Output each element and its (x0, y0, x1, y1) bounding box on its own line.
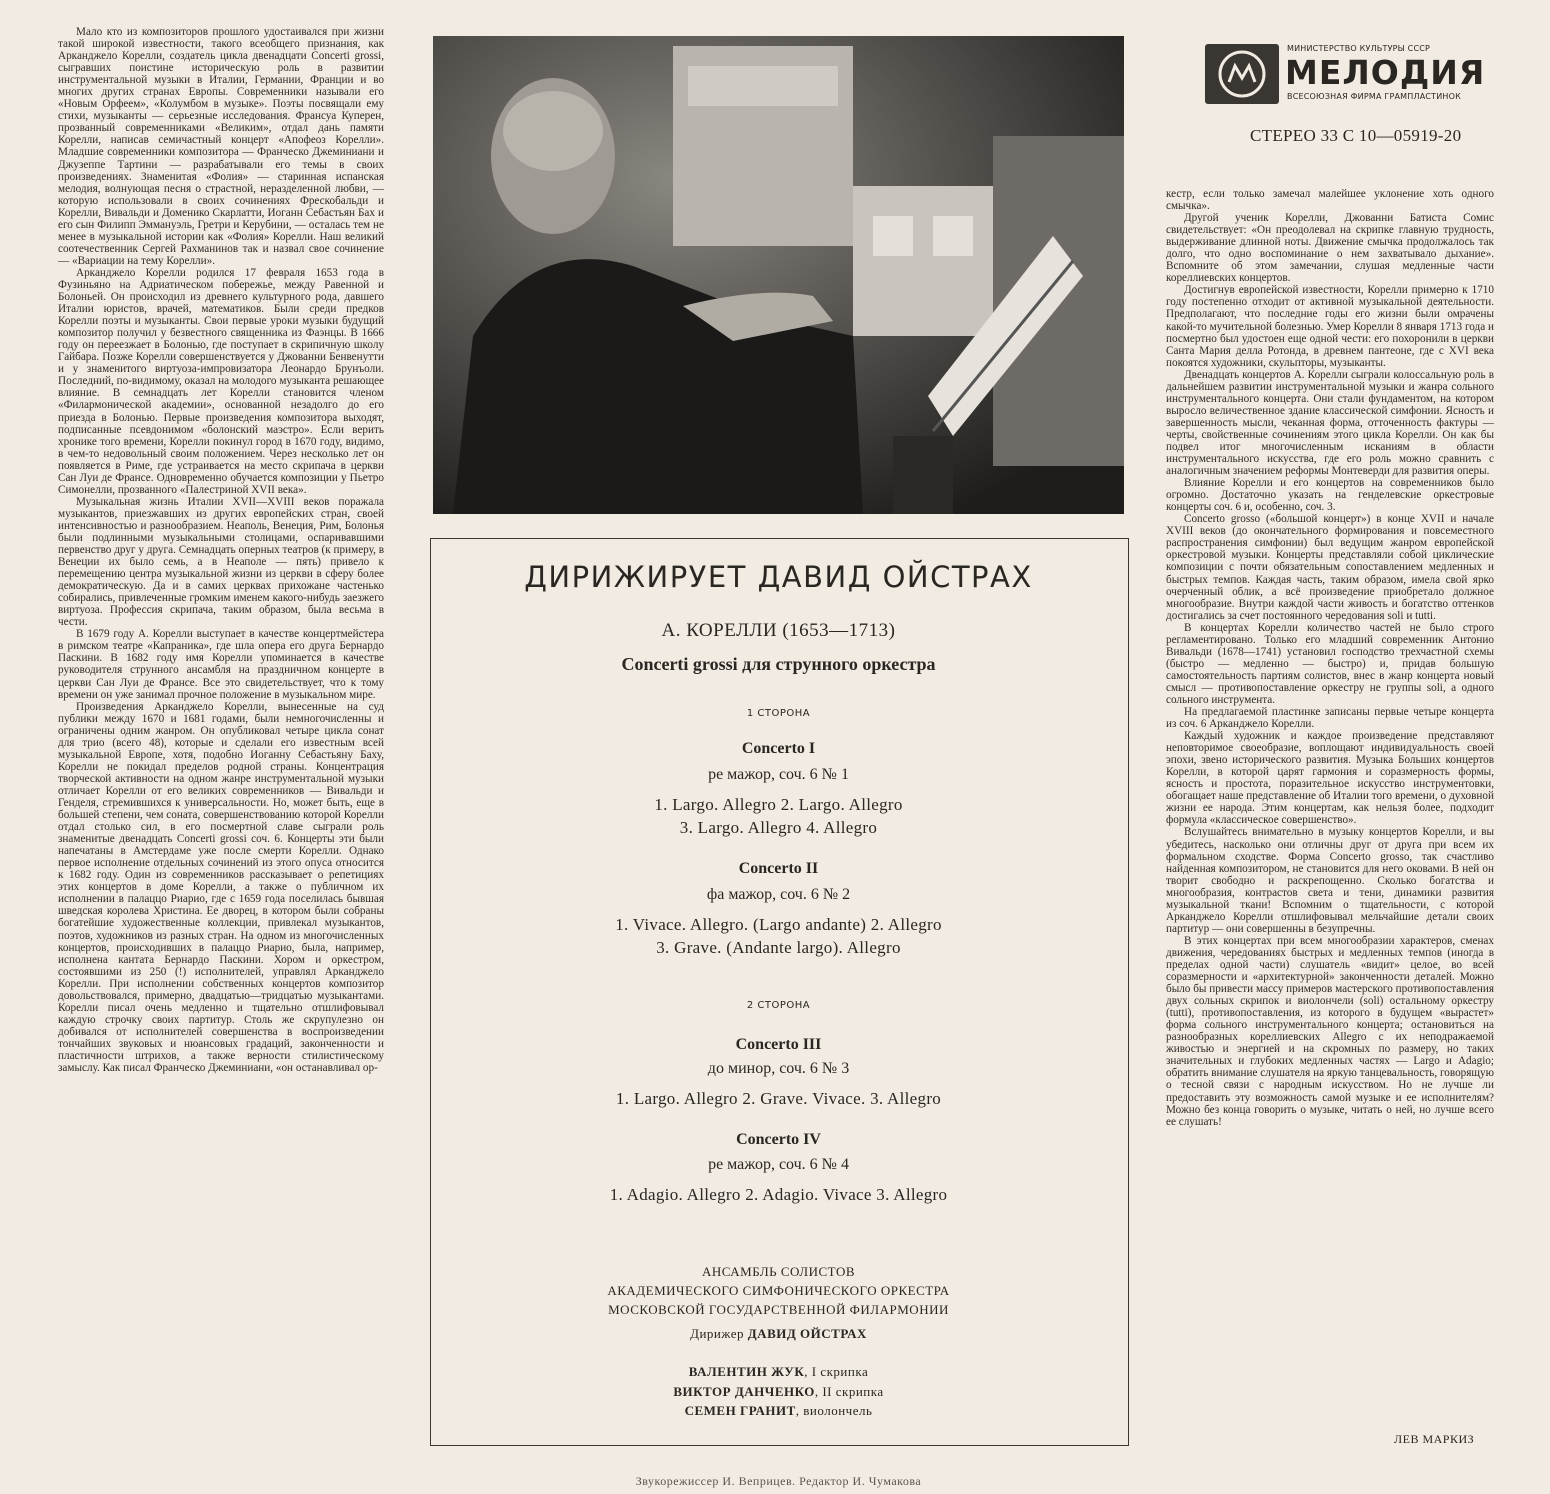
soloist-name: ВИКТОР ДАНЧЕНКО (673, 1384, 815, 1399)
paragraph: Произведения Арканджело Корелли, вынесенные на суд публики между 1670 и 1681 годами, были немногочисленны и ограничены одним жанром. Он опубликовал четыре цикла сонат для трио (всего 48), которые и сделали его известным всей музыкальной Европе, хотя, подобно Иоганну Себастьяну Баху, Корелли не покидал пределов родной страны. Концентрация творческой активности на одном жанре инструментальной музыки отличает Корелли от его великих современников — Вивальди и Генделя, стремившихся к универсальности. Но, может быть, еще в большей степени, чем соната, совершенствованию которой Корелли отдал столько сил, в его посмертной славе сыграли роль знаменитые двенадцать Concerti grossi соч. 6. Концерты эти были напечатаны в Амстердаме уже после смерти Корелли. Однако первое исполнение отдельных сочинений из этого опуса относится к 1682 году. Один из современников рассказывает о репетициях этих концертов в доме Корелли, а также о публичном их исполнении в палаццо Риарио, где с 1659 года поселилась бывшая шведская королева Христина. Ее дворец, в котором были собраны богатейшие художественные коллекции, привлекал музыкантов, поэтов, художников из разных стран. На одном из многочисленных концертов, происходивших в палаццо Риарио, была, например, исполнена кантата Бернардо Паскини. Хором и оркестром, состоявшими из 250 (!) исполнителей, управлял Арканджело Корелли. При исполнении собственных концертов композитор довольствовался, примерно, двадцатью—тридцатью музыкантами. Корелли писал очень медленно и тщательно отшлифовывал каждую строчку своих партитур. Столь же скрупулезно он добивался от исполнителей совершенства в воспроизведении тончайших звуковых и нюансовых градаций, законченности и пластичности штрихов, а также верности стилистическому замыслу. Как писал Франческо Джеминиани, «он останавливал ор- (58, 700, 384, 1075)
photo-illustration (433, 36, 1124, 514)
catalog-number: СТЕРЕО 33 С 10—05919-20 (1250, 126, 1462, 145)
soloist-role: , II скрипка (814, 1384, 884, 1399)
ensemble-line: АНСАМБЛЬ СОЛИСТОВ (701, 1264, 856, 1279)
movements-line: 1. Adagio. Allegro 2. Adagio. Vivace 3. Allegro (609, 1185, 948, 1204)
logo-name: МЕЛОДИЯ (1285, 53, 1486, 92)
headline: ДИРИЖИРУЕТ ДАВИД ОЙСТРАХ (524, 560, 1033, 594)
soloist-credit (430, 1364, 1127, 1380)
soloist-role: , виолончель (795, 1403, 873, 1418)
soloist-credit (430, 1384, 1127, 1400)
soloist-credit (430, 1403, 1127, 1419)
paragraph: В концертах Корелли количество частей не было строго регламентировано. Только его младший современник Антонио Вивальди (1678—1741) установил господство трехчастной схемы (быстро — медленно — быстро) и, придав большую самостоятельность партиям солистов, внес в жанр концерта новый смысл — противопоставление оркестру не группы soli, а одного сольного инструмента. (1166, 621, 1494, 706)
paragraph: Concerto grosso («большой концерт») в конце XVII и начале XVIII веков (до окончательного формирования и повсеместного распространения симфонии) был ведущим жанром европейской оркестровой музыки. Концерты представляли собой циклические композиции с почти обязательным сопоставлением медленных и быстрых темпов. Каждая часть, таким образом, имела свой ярко очерченный облик, а всё произведение приобретало должное многообразие. Внутри каждой части живость и богатство оттенков достигались за счет постоянного чередования soli и tutti. (1166, 513, 1494, 622)
left-text-column (58, 26, 384, 1458)
footer-credits: Звукорежиссер И. Веприцев. Редактор И. Чумакова (635, 1474, 922, 1488)
logo-company-text: ВСЕСОЮЗНАЯ ФИРМА ГРАМПЛАСТИНОК (1287, 92, 1462, 101)
concerto-title: Concerto I (741, 740, 816, 757)
soloist-name: СЕМЕН ГРАНИТ (684, 1403, 796, 1418)
ensemble-line: МОСКОВСКОЙ ГОСУДАРСТВЕННОЙ ФИЛАРМОНИИ (608, 1302, 949, 1317)
conductor-credit (430, 1326, 1127, 1342)
conductor-name: ДАВИД ОЙСТРАХ (747, 1326, 867, 1341)
paragraph: В 1679 году А. Корелли выступает в качестве концертмейстера в римском театре «Капраника», где шла опера его друга Бернардо Паскини. В 1682 году имя Корелли упоминается в качестве руководителя струнного ансамбля на праздничном концерте в церкви Сан Луи де Франсе. Все это свидетельствует, что к тому времени он уже занимал прочное положение в музыкальном мире. (58, 628, 384, 701)
movements-line: 1. Largo. Allegro 2. Largo. Allegro (654, 795, 903, 814)
paragraph: Музыкальная жизнь Италии XVII—XVIII веков поражала музыкантов, приезжавших из других европейских стран, своей интенсивностью и разнообразием. Неаполь, Венеция, Рим, Болонья были подлинными музыкальными столицами, оспаривавшими первенство друг у друга. Семнадцать оперных театров (к примеру, в Венеции их было семь, а в Неаполе — пять) привело к перемещению центра музыкальной жизни из церкви в сферу более демократическую. Да и в самих церквах прихожане частенько собирались, привлеченные громким именем какого-нибудь заезжего виртуоза. Профессия скрипача, таким образом, была весьма в чести. (58, 495, 384, 629)
conductor-role: Дирижер (690, 1326, 744, 1341)
soloist-name: ВАЛЕНТИН ЖУК (688, 1364, 805, 1379)
paragraph: Достигнув европейской известности, Корелли примерно к 1710 году постепенно отходит от активной музыкальной деятельности. Предполагают, что последние годы его жизни были омрачены какой-то мучительной болезнью. Умер Корелли 8 января 1713 года и посмертно был удостоен еще одной чести: его похоронили в церкви Санта Мария делла Ротонда, в древнем пантеоне, где с XVI века покоятся художники, скульпторы, музыканты. (1166, 284, 1494, 369)
paragraph: На предлагаемой пластинке записаны первые четыре концерта из соч. 6 Арканджело Корелли. (1166, 706, 1494, 731)
movements-line: 1. Largo. Allegro 2. Grave. Vivace. 3. Allegro (615, 1089, 942, 1108)
side-label: 2 СТОРОНА (746, 1000, 811, 1011)
concerto-title: Concerto III (735, 1036, 822, 1053)
melodiya-emblem-icon (1205, 44, 1279, 104)
movements-line: 1. Vivace. Allegro. (Largo andante) 2. Allegro (615, 915, 942, 934)
author-signature: ЛЕВ МАРКИЗ (1394, 1432, 1475, 1446)
melodiya-logo (1205, 44, 1495, 104)
right-text-column (1166, 188, 1494, 1460)
paragraph: Мало кто из композиторов прошлого удостаивался при жизни такой широкой известности, такого всеобщего признания, как Арканджело Корелли, создатель цикла двенадцати Concerti grossi, сыгравших поистине историческую роль в развитии инструментальной музыки в Италии, Германии, Франции и во многих других странах Европы. Современники называли его «Новым Орфеем», «Колумбом в музыке». Поэты посвящали ему стихи, музыканты — серьезные исследования. Франсуа Куперен, прозванный современниками «Великим», отдал дань памяти Корелли, написав семичастный концерт «Апофеоз Корелли». Младшие современники композитора — Франческо Джеминиани и Джузеппе Тартини — разрабатывали его темы в своих произведениях. Знаменитая «Фолия» — старинная испанская мелодия, волнующая песня о страстной, неразделенной любви, — которую использовали в своих сочинениях Фрескобальди и Корелли, Вивальди и Доменико Скарлатти, Иоганн Себастьян Бах и его сын Филипп Эммануэль, Гретри и Керубини, — осталась тем не менее в музыкальной истории как «Фолия» Корелли. Наш великий соотечественник Сергей Рахманинов так и назвал свое сочинение — «Вариации на тему Корелли». (58, 26, 384, 267)
paragraph: Вслушайтесь внимательно в музыку концертов Корелли, и вы убедитесь, насколько они отличны друг от друга при всем их формальном сходстве. Форма Concerto grosso, так счастливо найденная композитором, не становится для него оковами. В ней он творит свободно и раскрепощенно. Сколько богатства и многообразия, контрастов света и тени, динамики развития музыкальной ткани! Вспомним о тщательности, с которой Арканджело Корелли отшлифовывал мельчайшие детали своих партитур — они совершенны в безупречны. (1166, 826, 1494, 935)
paragraph: кестр, если только замечал малейшее уклонение хоть одного смычка». (1166, 188, 1494, 213)
movements-line: 3. Grave. (Andante largo). Allegro (656, 938, 901, 957)
concerto-key: ре мажор, соч. 6 № 1 (708, 766, 849, 783)
side-label: 1 СТОРОНА (746, 708, 811, 719)
movements-line: 3. Largo. Allegro 4. Allegro (679, 818, 878, 837)
paragraph: Влияние Корелли и его концертов на современников было огромно. Достаточно указать на генделевские оркестровые концерты соч. 6 и, особенно, соч. 3. (1166, 477, 1494, 514)
ensemble-line: АКАДЕМИЧЕСКОГО СИМФОНИЧЕСКОГО ОРКЕСТРА (607, 1283, 950, 1298)
work-title: Concerti grossi для струнного оркестра (621, 654, 936, 674)
concerto-title: Concerto II (738, 860, 819, 877)
soloist-role: , I скрипка (804, 1364, 869, 1379)
logo-ministry-text: МИНИСТЕРСТВО КУЛЬТУРЫ СССР (1287, 44, 1431, 53)
composer: А. КОРЕЛЛИ (1653—1713) (661, 620, 896, 641)
paragraph: Двенадцать концертов А. Корелли сыграли колоссальную роль в дальнейшем развитии инструментальной музыки и жанра сольного инструментального концерта. Они стали фундаментом, на котором выросло величественное здание классической симфонии. Ясность и завершенность мысли, чеканная форма, отточенность фактуры — черты, свойственные сочинениям этого цикла Корелли. Он как бы подвел итог многочисленным исканиям в области инструментального искусства, где его роль можно сравнить с аналогичным значением реформы Монтеверди для развития оперы. (1166, 368, 1494, 478)
concerto-key: до минор, соч. 6 № 3 (707, 1060, 850, 1077)
concerto-key: фа мажор, соч. 6 № 2 (706, 886, 851, 903)
paragraph: В этих концертах при всем многообразии характеров, сменах движения, чередованиях быстрых и медленных темпов (иногда в пределах одной части) слушатель «видит» целое, во всей соразмерности и «архитектурной» законченности деталей. Можно было бы привести массу примеров мастерского противопоставления двух сольных скрипок и виолончели (soli) остальному оркестру (tutti), противопоставления, из которого в будущем «вырастет» форма сольного инструментального концерта; остановиться на разнообразных кореллиевских Allegro с их неподражаемой живостью и энергией и на скромных по размеру, но таких значительных и глубоких медленных частях — Largo и Adagio; обратить внимание слушателя на яркую танцевальность, говорящую о тесной связи с народным искусством. Но не лучше ли предоставить эту возможность самой музыке и ее исполнителям? Можно без конца говорить о музыке, читать о ней, но лучше всего ее слушать! (1166, 934, 1494, 1128)
paragraph: Арканджело Корелли родился 17 февраля 1653 года в Фузиньяно на Адриатическом побережье, между Равенной и Болоньей. Он происходил из древнего культурного рода, давшего Италии юристов, врачей, математиков. Были среди предков Корелли поэты и музыканты. Свои первые уроки музыки будущий композитор получил у безвестного священника из Фаэнцы. В 1666 году он переезжает в Болонью, где поступает в скрипичную школу Гайбара. Позже Корелли совершенствуется у Джованни Бенвенутти и у знаменитого виртуоза-импровизатора Леонардо Брунъоли. Последний, по-видимому, оказал на молодого музыканта решающее влияние. В семнадцать лет Корелли становится членом «Филармонической академии», основанной незадолго до его приезда в Болонью. Первые произведения композитора выходят, подписанные псевдонимом «болонский маэстро». Если верить хронике того времени, Корелли покинул город в 1670 году, видимо, в чем-то недовольный своим положением. Через несколько лет он появляется в Риме, где устраивается на место скрипача в церкви Сан Луи де Франсе. Одновременно обучается композиции у Пьетро Симонелли, прозванного «Палестриной XVII века». (58, 266, 384, 496)
paragraph: Каждый художник и каждое произведение представляют неповторимое своеобразие, воплощают индивидуальность своей эпохи, звено исторического развития. Музыка Больших концертов Корелли, в которой царят гармония и соразмерность формы, ясность и простота, поразительное искусство инструментовки, обогащает наше представление об Италии того времени, о духовной жизни ее народа. Этим концертам, как нельзя более, подходит формула «классическое совершенство». (1166, 730, 1494, 827)
concerto-title: Concerto IV (736, 1131, 821, 1148)
conductor-photo (433, 36, 1124, 514)
concerto-key: ре мажор, соч. 6 № 4 (708, 1156, 849, 1173)
paragraph: Другой ученик Корелли, Джованни Батиста Сомис свидетельствует: «Он преодолевал на скрипке главную трудность, выдерживание длинной ноты. Движение смычка продолжалось так долго, что одно воспоминание о нем захватывало дыхание». Вспомните об этом замечании, слушая медленные части кореллиевских концертов. (1166, 212, 1494, 285)
